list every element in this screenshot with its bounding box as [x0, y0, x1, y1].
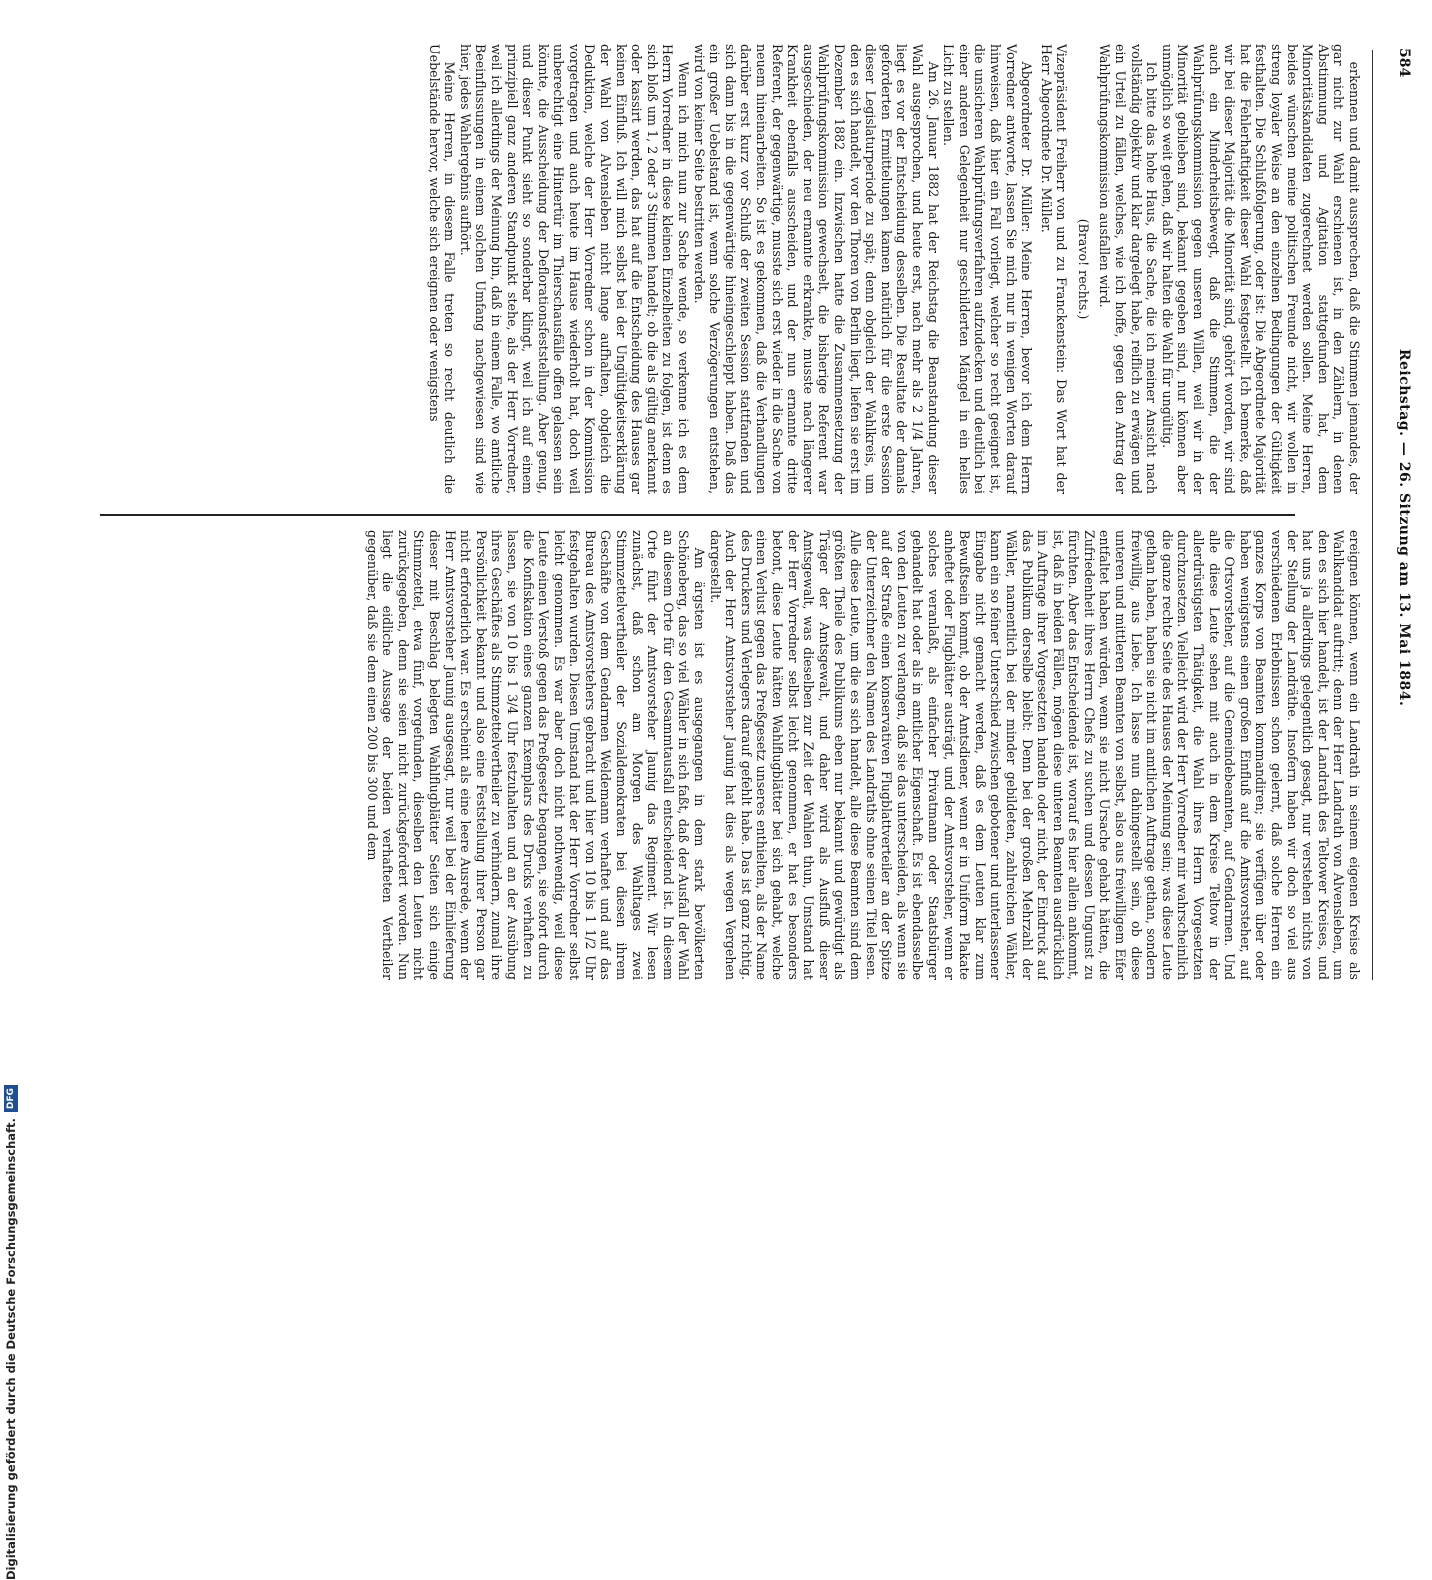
paragraph: ereignen können, wenn ein Landrath in seinem eigenen Kreise als Wahlkandidat auftritt; denn der Herr Landrath von Alvensleben, um den es sich hier handelt, ist der Landrath des Teltower Kreises, und hat uns ja allerdings gelegentlich gesagt, nur verstehen nichts von der Stellung der Landräthe. Insofern haben wir doch so viel aus verschiedenen Erlebnissen schon gelernt, daß solche Herren ein ganzes Korps von Beamten kommandiren; sie verfügen über oder haben wenigstens einen großen Einfluß auf die Amtsvorsteher, auf die Ortsvorsteher, auf die Gemeindebeamten, auf Gendarmen. Und alle diese Leute sehen mit auch in dem Kreise Teltow in der allerdrüstigsten Thätigkeit, die Wahl ihres Herrn Vorgesetzten durchzusetzen. Vielleicht wird der Herr Vorredner mir wahrscheinlich die ganze rechte Seite des Hauses der Meinung sein; was diese Leute gethan haben, haben sie nicht im amtlichen Auftrage gethan, sondern freiwillig, aus Liebe. Ich lasse nun dahingestellt sein, ob diese unteren und mittleren Beamten von selbst, also aus freiwilligem Eifer entfaltet haben würden, wenn sie nicht Ursache gehabt hätten, die Zufriedenheit ihres Herrn Chefs zu suchen und dessen Ungunst zu fürchten. Aber das Entscheidende ist, worauf es hier allein ankommt, ist, daß in beiden Fällen, mögen diese unteren Beamten ausdrücklich im Auftrage ihrer Vorgesetzten handeln oder nicht, der Eindruck auf das Publikum derselbe bleibt: Denn bei der großen Mehrzahl der Wähler, namentlich bei der minder gebildeten, zahlreichen Wähler, kann ein so feiner Unterschied zwischen gebotener und unterlassener Eingabe nicht gemacht werden, daß es dem Leuten klar zum Bewußtsein kommt, ob der Amtsdiener, wenn er in Uniform Plakate anheftet oder Flugblätter austrägt, und der Amtsvorsteher, wenn er solches veranlaßt, als einfacher Privatmann oder Staatsbürger gehandelt hat oder als in amtlicher Eigenschaft. Es ist ebendasselbe von den Leuten zu verlangen, daß sie das unterscheiden, als wenn sie auf der Straße einen konservativen Flugblattverteiler an der Spitze der Unterzeichner den Namen des Landraths ohne seinen Titel lesen. Alle diese Leute, um die es sich handelt, alle diese Beamten sind dem größten Theile des Publikums eben nur bekannt und gewürdigt als Träger der Amtsgewalt, und daher wird als Ausfluß dieser Amtsgewalt, was dieselben zur Zeit der Wahlen thun, Umstand hat der Herr Vorredner selbst leicht genommen, er hat es besonders betont, diese Leute hätten Wahlflugblätter bei sich gehabt, welche einen Verlust gegen das Preßgesetz unseres enthielten, als der Name des Druckers und Verlegers darauf gefehlt habe. Das ist ganz richtig. Auch der Herr Amtsvorsteher Jaunig hat dies als wegen Vergehen dargestellt. [707, 530, 1362, 980]
column-divider [100, 514, 1295, 516]
digitization-credit-strip [0, 590, 22, 1580]
page-number: 584 [1396, 48, 1412, 78]
digitization-credit [4, 1088, 18, 1580]
paragraph: erkennen und damit aussprechen, daß die Stimmen jemandes, der gar nicht zur Wahl erschienen ist, in den Zählern, in denen Abstimmung und Agitation stattgefunden hat, dem Minoritätskandidaten zugerechnet werden sollen. Meine Herren, beides wünschen meine politischen Freunde nicht, wir wollen in streng loyaler Weise an den einzelnen Bedingungen der Gültigkeit festhalten. Die Schlußfolgerung, oder ist: Die Abgeordnete Majorität hat die Fehlerhaftigkeit dieser Wahl festgestellt. Ich bemerke, daß wir bei dieser Majorität die Minorität sind, gehört worden, wir sind auch ein Minderheitsbewegt, daß die Stimmen, die der Wahlprüfungskommission gegen unseren Willen, weil wir in der Minorität geblieben sind, bekannt gegeben sind, nur können aber unmöglich so weit gehen, daß wir halten die Wahl für ungültig. [1159, 44, 1362, 494]
paragraph: Ich bitte das hohe Haus, die Sache, die ich meiner Ansicht nach vollständig objektiv und klar dargelegt habe, reiflich zu erwägen und ein Urteil zu fällen, welches, wie ich hoffe, gegen den Antrag der Wahlprüfungskommission ausfallen wird. [1097, 44, 1160, 494]
paragraph: Meine Herren, in diesem Falle treten so recht deutlich die Uebelstände hervor, welche sich ereignen oder wenigstens [426, 44, 458, 494]
credit-text: Digitalisierung gefördert durch die Deutsche Forschungsgemeinschaft. [4, 1118, 18, 1580]
president-remark: Vizepräsident Freiherr von und zu Franckenstein: Das Wort hat der Herr Abgeordnete Dr. Müller. [1038, 44, 1070, 494]
running-head-title: Reichstag. — 26. Sitzung am 13. Mai 1884. [1396, 348, 1412, 707]
paragraph: Wenn ich mich nun zur Sache wende, so verkenne ich es dem Herrn Vorredner in diese kleinen Einzelheiten zu folgen, ist denn es sich bloß um 1, 2 oder 3 Stimmen handelt; ob die als gültig anerkannt oder kassirt werden, das hat auf die Entscheidung des Hauses gar keinen Einfluß. Ich will mich selbst bei der Ungültigkeitserklärung der Wahl von Alvensleben nicht lange aufhalten, obgleich die Deduktion, welche der Herr Vorredner schon in der Kommission vorgetragen und auch heute im Hause wiederholt hat, doch weil unberechtigt eine Hintertür im Thierschausfälle offen gelassen sein könnte, die Ausscheidung der Deflorationsfeststellung. Aber genug, und dieser Punkt sieht so sonderbar klingt, weil ich auf einem prinzipiell ganz anderen Standpunkt stehe, als der Herr Vorredner, weil ich allerdings der Meinung bin, daß in einem Falle, wo amtliche Beeinflussungen in einem solchen Umfang nachgewiesen sind wie hier, jedes Wahlergebnis aufhört. [457, 44, 692, 494]
left-column [100, 44, 1362, 494]
paragraph: Am ärgsten ist es ausgegangen in dem stark bevölkerten Schöneberg, das so viel Wähler in sich faßt, daß der Ausfall der Wahl an diesem Orte für den Gesammtausfall entscheidend ist. In diesem Orte führt der Amtsvorsteher Jaunig das Regiment. Wir lesen zunächst, daß schon am Morgen des Wahltages zwei Stimmzettelvertheiler der Sozialdemokraten bei diesen ihrem Geschäfte von dem Gendarmen Weldemann verhaftet und auf das Bureau des Amtsvorstehers gebracht und hier von 10 bis 1 1/2 Uhr festgehalten wurden. Diesen Umstand hat der Herr Vorredner selbst leicht genommen. Es war aber doch nicht nothwendig, weil diese Leute einen Verstoß gegen das Preßgesetz begangen, sie sofort durch die Konfiskation eines ganzen Exemplars des Drucks verhaften zu lassen, sie von 10 bis 1 3/4 Uhr festzuhalten und an der Ausübung ihres Geschäftes als Stimmzettelvertheiler zu verhindern, zumal ihre Persönlichkeit bekannt und also eine Feststellung ihrer Person gar nicht erforderlich war. Es erscheint als eine leere Ausrede, wenn der Herr Amtsvorsteher Jaunig ausgesagt, nur weil bei der Einlieferung dieser mit Beschlag belegten Wahlflugblätter Seiten sich einige Stimmzettel, etwa fünf, vorgefunden, dieselben den Leuten nicht zurückgegeben, denn sie seien nicht zurückgefordert worden. Nun liegt die eidliche Aussage der beiden verhafteten Vertheiler gegenüber, daß sie dem einen 200 bis 300 und dem [364, 530, 708, 980]
bravo-remark: (Bravo! rechts.) [1075, 218, 1091, 320]
paragraph: Am 26. Januar 1882 hat der Reichstag die Beanstandung dieser Wahl ausgesprochen, und heute erst, nach mehr als 2 1/4 Jahren, liegt es vor der Entscheidung desselben. Die Resultate der damals geforderten Ermittelungen kamen natürlich für die erste Session dieser Legislaturperiode zu spät; denn obgleich der Wahlkreis, um den es sich handelt, vor den Thoren von Berlin liegt, liefen sie erst im Dezember 1882 ein. Inzwischen hatte die Zusammensetzung der Wahlprüfungskommission gewechselt, die bisherige Referent war ausgeschieden, der neu ernannte erkrankte, musste nach längerer Krankheit ebenfalls ausscheiden, und der nun ernannte dritte Referent, der gegenwärtige, musste sich erst wieder in die Sache von neuem hineinarbeiten. So ist es gekommen, daß die Verhandlungen darüber erst kurz vor Schluß der zweiten Session stattfanden und sich dann bis in die gegenwärtige hineingeschleppt haben. Daß das ein großer Uebelstand ist, wenn solche Verzögerungen entstehen, wird von keiner Seite bestritten werden. [691, 44, 941, 494]
paragraph: Abgeordneter Dr. Müller: Meine Herren, bevor ich dem Herrn Vorredner antworte, lassen Sie mich nur in wenigen Worten darauf hinweisen, daß hier ein Fall vorliegt, welcher so recht geeignet ist, die unsicheren Wahlprüfungsverfahren aufzudecken und deutlich bei einer anderen Gelegenheit nur geschilderten Mängel in ein helles Licht zu stellen. [941, 44, 1035, 494]
right-column [100, 530, 1362, 980]
header-rule [1372, 50, 1373, 980]
running-head [1394, 48, 1414, 978]
dfg-logo: DFG [4, 1085, 18, 1112]
